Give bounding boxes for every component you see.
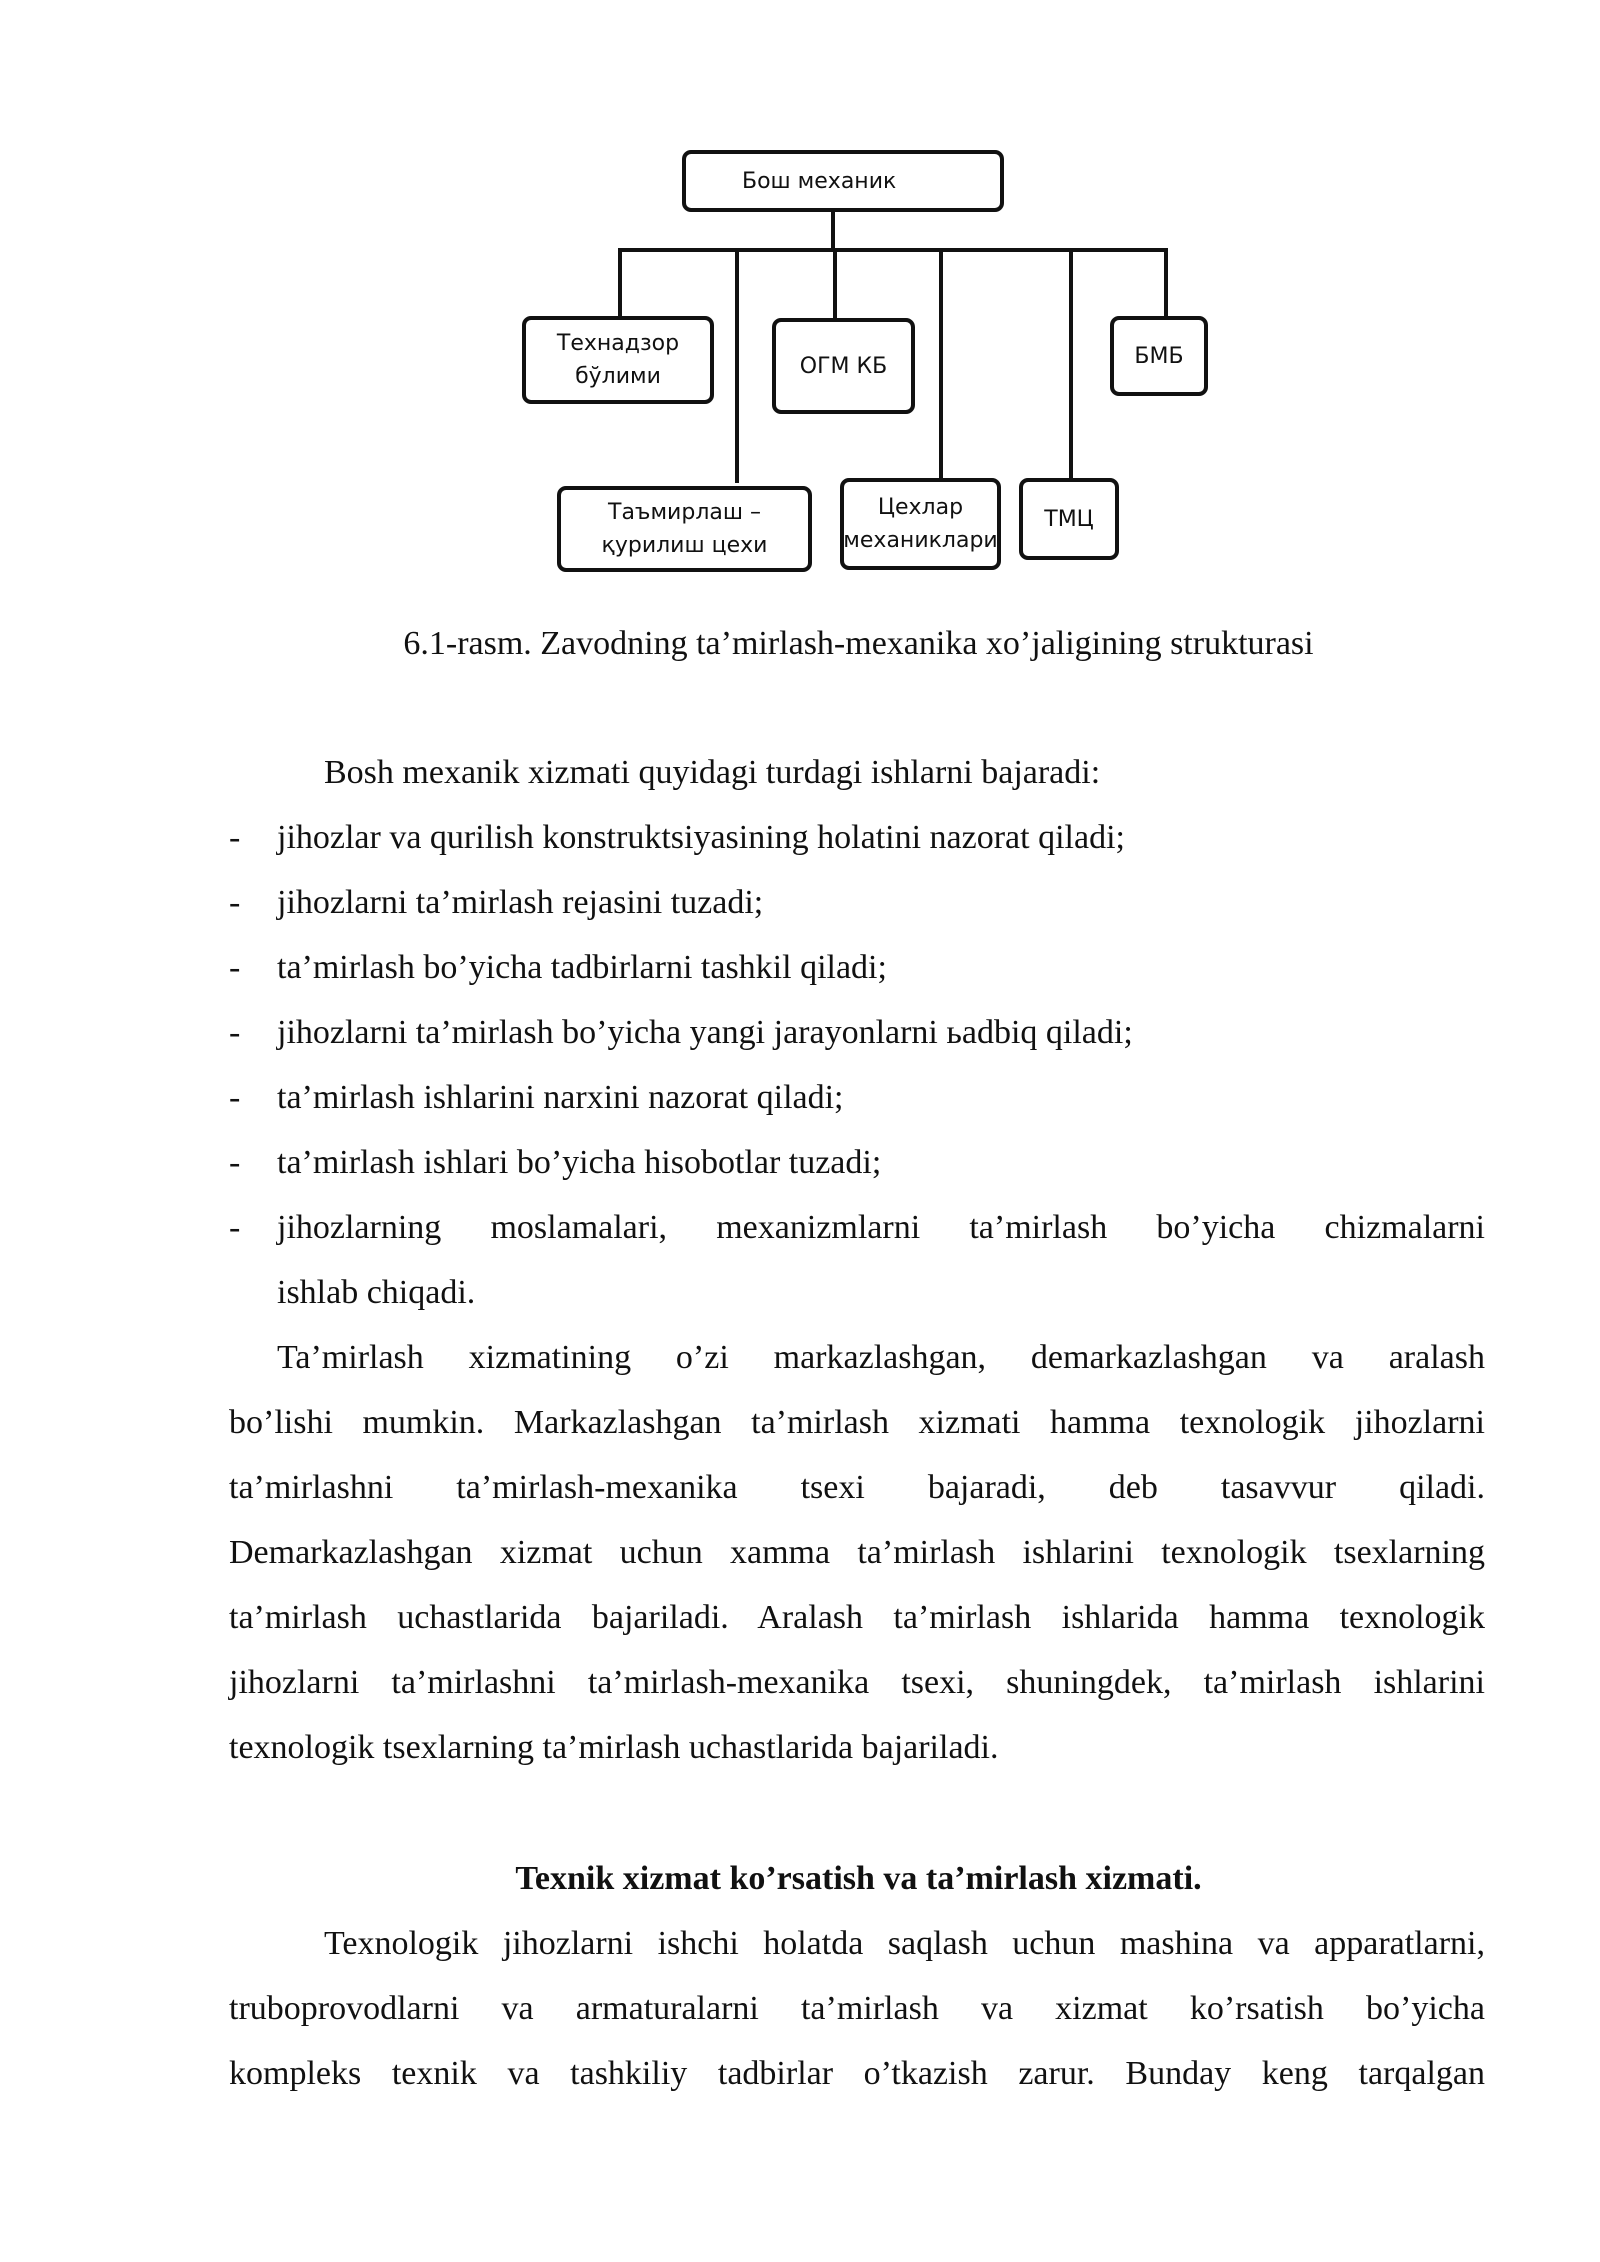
paragraph-line: bo’lishi mumkin. Markazlashgan ta’mirlash xizmati hamma texnologik jihozlarni — [229, 1404, 1485, 1441]
bullet-dash: - — [229, 819, 241, 856]
paragraph-line: texnologik tsexlarning ta’mirlash uchastlarida bajariladi. — [229, 1729, 999, 1766]
node-ogm-kb — [772, 318, 915, 414]
paragraph-line: kompleks texnik va tashkiliy tadbirlar o’tkazish zarur. Bunday keng tarqalgan — [229, 2055, 1485, 2092]
bullet-dash: - — [229, 1079, 241, 1116]
node-tech-control — [522, 316, 714, 404]
node-repair-shop-line2: қурилиш цехи — [601, 533, 768, 558]
list-item-continuation: ishlab chiqadi. — [277, 1274, 476, 1311]
list-item: jihozlarni ta’mirlash bo’yicha yangi jarayonlarni ьadbiq qiladi; — [277, 1014, 1133, 1051]
node-bmb-label: БМБ — [1134, 343, 1184, 369]
paragraph-line: ta’mirlashni ta’mirlash-mexanika tsexi bajaradi, deb tasavvur qiladi. — [229, 1469, 1485, 1506]
node-shop-mechanics — [840, 478, 1001, 570]
node-repair-shop — [557, 486, 812, 572]
node-tmc-label: ТМЦ — [1044, 506, 1094, 532]
section-heading: Texnik xizmat ko’rsatish va ta’mirlash xizmati. — [515, 1860, 1202, 1897]
paragraph-line: Texnologik jihozlarni ishchi holatda saqlash uchun mashina va apparatlarni, — [324, 1925, 1485, 1962]
node-ogm-kb-label: ОГМ КБ — [799, 353, 888, 379]
node-repair-shop-line1: Таъмирлаш – — [608, 500, 761, 525]
bullet-dash: - — [229, 1209, 241, 1246]
bullet-dash: - — [229, 1014, 241, 1051]
figure-caption: 6.1-rasm. Zavodning ta’mirlash-mexanika xo’jaligining strukturasi — [403, 625, 1314, 662]
bullet-dash: - — [229, 949, 241, 986]
list-item: jihozlarni ta’mirlash rejasini tuzadi; — [277, 884, 764, 921]
node-shop-mechanics-line2: механиклари — [843, 528, 998, 553]
connector-tmc — [1069, 248, 1073, 479]
node-bmb — [1110, 316, 1208, 396]
paragraph-line: Ta’mirlash xizmatining o’zi markazlashgan, demarkazlashgan va aralash — [277, 1339, 1485, 1376]
connector-repair-shop — [735, 248, 739, 483]
paragraph-line: truboprovodlarni va armaturalarni ta’mirlash va xizmat ko’rsatish bo’yicha — [229, 1990, 1485, 2027]
paragraph-line: Demarkazlashgan xizmat uchun xamma ta’mirlash ishlarini texnologik tsexlarning — [229, 1534, 1485, 1571]
bullet-dash: - — [229, 884, 241, 921]
connector-bmb — [1164, 248, 1168, 318]
bullet-dash: - — [229, 1144, 241, 1181]
connector-root-down — [831, 208, 835, 250]
connector-shop-mechanics — [939, 248, 943, 479]
node-shop-mechanics-line1: Цехлар — [877, 495, 964, 520]
org-chart — [0, 0, 1600, 600]
node-tmc — [1019, 478, 1119, 560]
node-chief-mechanic — [682, 150, 1004, 212]
list-item: ta’mirlash ishlarini narxini nazorat qiladi; — [277, 1079, 844, 1116]
connector-ogm-kb — [833, 248, 837, 320]
paragraph-line: ta’mirlash uchastlarida bajariladi. Aralash ta’mirlash ishlarida hamma texnologik — [229, 1599, 1485, 1636]
node-tech-control-line2: бўлими — [575, 364, 661, 389]
node-chief-mechanic-label: Бош механик — [742, 168, 897, 194]
list-item: ta’mirlash ishlari bo’yicha hisobotlar tuzadi; — [277, 1144, 882, 1181]
paragraph-line: jihozlarni ta’mirlashni ta’mirlash-mexanika tsexi, shuningdek, ta’mirlash ishlarini — [229, 1664, 1485, 1701]
list-item: ta’mirlash bo’yicha tadbirlarni tashkil qiladi; — [277, 949, 887, 986]
connector-tech-control — [618, 248, 622, 318]
intro-text: Bosh mexanik xizmati quyidagi turdagi ishlarni bajaradi: — [324, 754, 1101, 791]
connector-horizontal-bus — [618, 248, 1168, 252]
list-item: jihozlar va qurilish konstruktsiyasining holatini nazorat qiladi; — [277, 819, 1125, 856]
list-item: jihozlarning moslamalari, mexanizmlarni ta’mirlash bo’yicha chizmalarni — [277, 1209, 1485, 1246]
node-tech-control-line1: Технадзор — [556, 331, 680, 356]
